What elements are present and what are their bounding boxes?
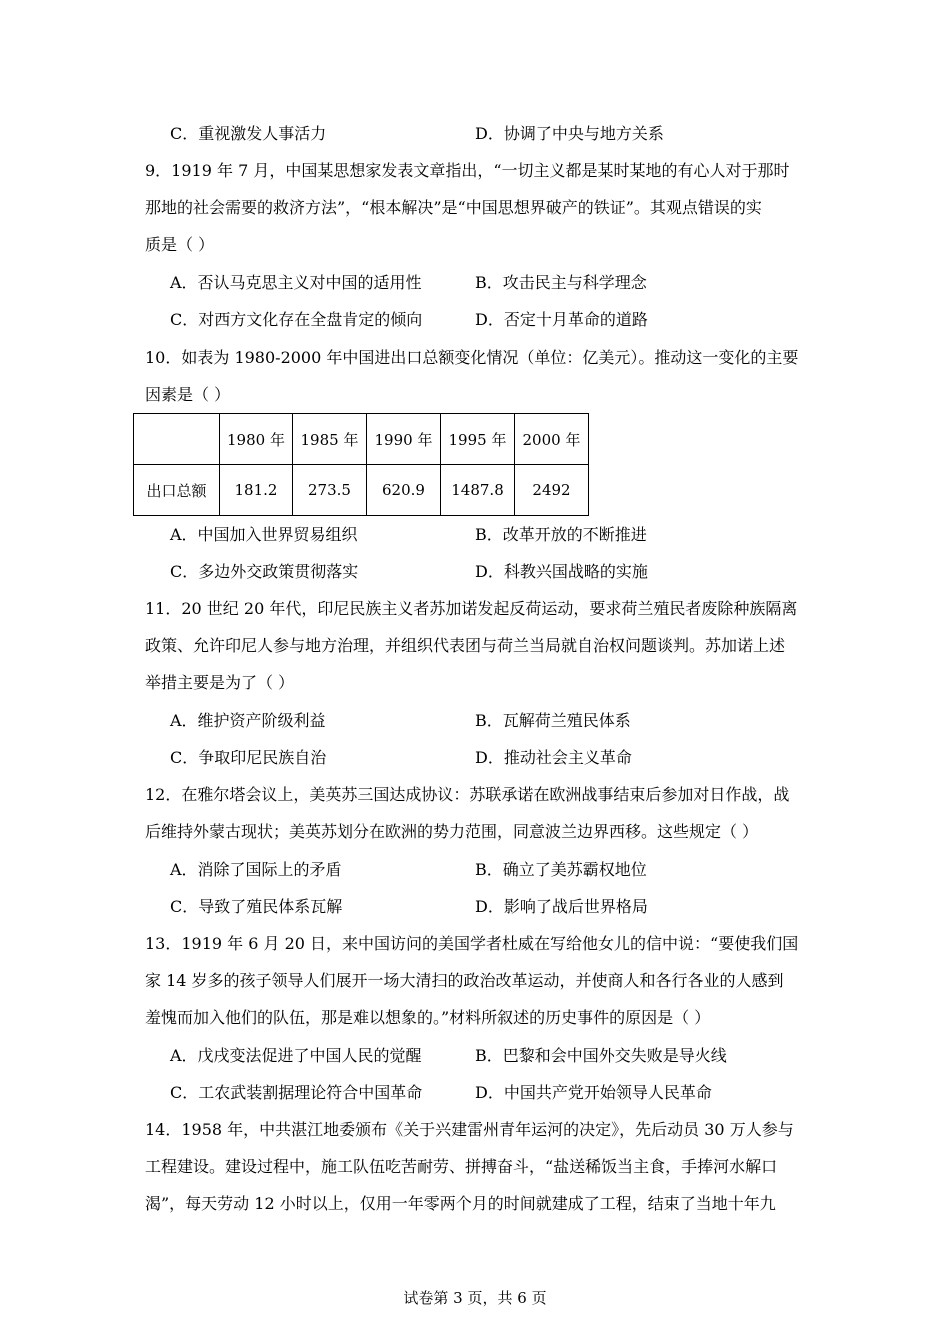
q8-option-c: C．重视激发人事活力: [170, 124, 327, 143]
q11-stem-line-2: 政策、允许印尼人参与地方治理，并组织代表团与荷兰当局就自治权问题谈判。苏加诺上述: [145, 636, 786, 655]
table-cell: 1487.8: [441, 465, 515, 516]
q12-option-d: D．影响了战后世界格局: [475, 897, 648, 916]
q13-option-a: A．戊戌变法促进了中国人民的觉醒: [170, 1046, 422, 1065]
q9-option-c: C．对西方文化存在全盘肯定的倾向: [170, 310, 423, 329]
q9-option-d: D．否定十月革命的道路: [475, 310, 648, 329]
table-header-cell: 1990 年: [367, 414, 441, 465]
table-corner-cell: [134, 414, 220, 465]
table-header-cell: 1995 年: [441, 414, 515, 465]
q11-stem-line-3: 举措主要是为了（ ）: [145, 673, 295, 692]
trade-data-table: [133, 413, 589, 516]
q10-option-c: C．多边外交政策贯彻落实: [170, 562, 359, 581]
q13-stem-line-2: 家 14 岁多的孩子领导人们展开一场大清扫的政治改革运动，并使商人和各行各业的人感到: [145, 971, 784, 990]
q13-stem-line-1: 13．1919 年 6 月 20 日，来中国访问的美国学者杜威在写给他女儿的信中说：“要使我们国: [145, 934, 799, 953]
table-header-cell: 1980 年: [220, 414, 293, 465]
q12-stem-line-2: 后维持外蒙古现状；美英苏划分在欧洲的势力范围，同意波兰边界西移。这些规定（ ）: [145, 822, 759, 841]
q13-option-b: B．巴黎和会中国外交失败是导火线: [475, 1046, 727, 1065]
q14-stem-line-3: 渴”，每天劳动 12 小时以上，仅用一年零两个月的时间就建成了工程，结束了当地十年九: [145, 1194, 776, 1213]
q10-option-a: A．中国加入世界贸易组织: [170, 525, 358, 544]
q8-option-d: D．协调了中央与地方关系: [475, 124, 664, 143]
q10-stem-line-1: 10．如表为 1980-2000 年中国进出口总额变化情况（单位：亿美元）。推动这一变化的主要: [145, 348, 799, 367]
q11-option-a: A．维护资产阶级利益: [170, 711, 326, 730]
q13-stem-line-3: 羞愧而加入他们的队伍，那是难以想象的。”材料所叙述的历史事件的原因是（ ）: [145, 1008, 711, 1027]
q9-stem-line-2: 那地的社会需要的救济方法”，“根本解决”是“中国思想界破产的铁证”。其观点错误的实: [145, 198, 762, 217]
q14-stem-line-1: 14．1958 年，中共湛江地委颁布《关于兴建雷州青年运河的决定》，先后动员 30 万人参与: [145, 1120, 794, 1139]
q9-option-b: B．攻击民主与科学理念: [475, 273, 647, 292]
table-row-label: 出口总额: [134, 465, 220, 516]
table-cell: 273.5: [293, 465, 367, 516]
q12-option-c: C．导致了殖民体系瓦解: [170, 897, 343, 916]
table-cell: 181.2: [220, 465, 293, 516]
q10-stem-line-2: 因素是（ ）: [145, 385, 231, 404]
q9-stem-line-3: 质是（ ）: [145, 235, 215, 254]
q9-stem-line-1: 9．1919 年 7 月，中国某思想家发表文章指出，“一切主义都是某时某地的有心人对于那时: [145, 161, 790, 180]
q11-option-d: D．推动社会主义革命: [475, 748, 632, 767]
q13-option-d: D．中国共产党开始领导人民革命: [475, 1083, 712, 1102]
q12-option-a: A．消除了国际上的矛盾: [170, 860, 342, 879]
q12-option-b: B．确立了美苏霸权地位: [475, 860, 647, 879]
q12-stem-line-1: 12．在雅尔塔会议上，美英苏三国达成协议：苏联承诺在欧洲战事结束后参加对日作战，战: [145, 785, 790, 804]
table-cell: 2492: [515, 465, 589, 516]
q14-stem-line-2: 工程建设。建设过程中，施工队伍吃苦耐劳、拼搏奋斗，“盐送稀饭当主食，手捧河水解口: [145, 1157, 778, 1176]
q10-option-b: B．改革开放的不断推进: [475, 525, 647, 544]
q9-option-a: A．否认马克思主义对中国的适用性: [170, 273, 422, 292]
table-row: [134, 465, 589, 516]
q11-option-c: C．争取印尼民族自治: [170, 748, 327, 767]
table-header-cell: 1985 年: [293, 414, 367, 465]
table-header-row: [134, 414, 589, 465]
q13-option-c: C．工农武装割据理论符合中国革命: [170, 1083, 423, 1102]
q11-stem-line-1: 11．20 世纪 20 年代，印尼民族主义者苏加诺发起反荷运动，要求荷兰殖民者废除种族隔离: [145, 599, 798, 618]
q10-option-d: D．科教兴国战略的实施: [475, 562, 648, 581]
table-cell: 620.9: [367, 465, 441, 516]
q11-option-b: B．瓦解荷兰殖民体系: [475, 711, 631, 730]
table-header-cell: 2000 年: [515, 414, 589, 465]
page-footer: 试卷第 3 页，共 6 页: [403, 1289, 547, 1307]
